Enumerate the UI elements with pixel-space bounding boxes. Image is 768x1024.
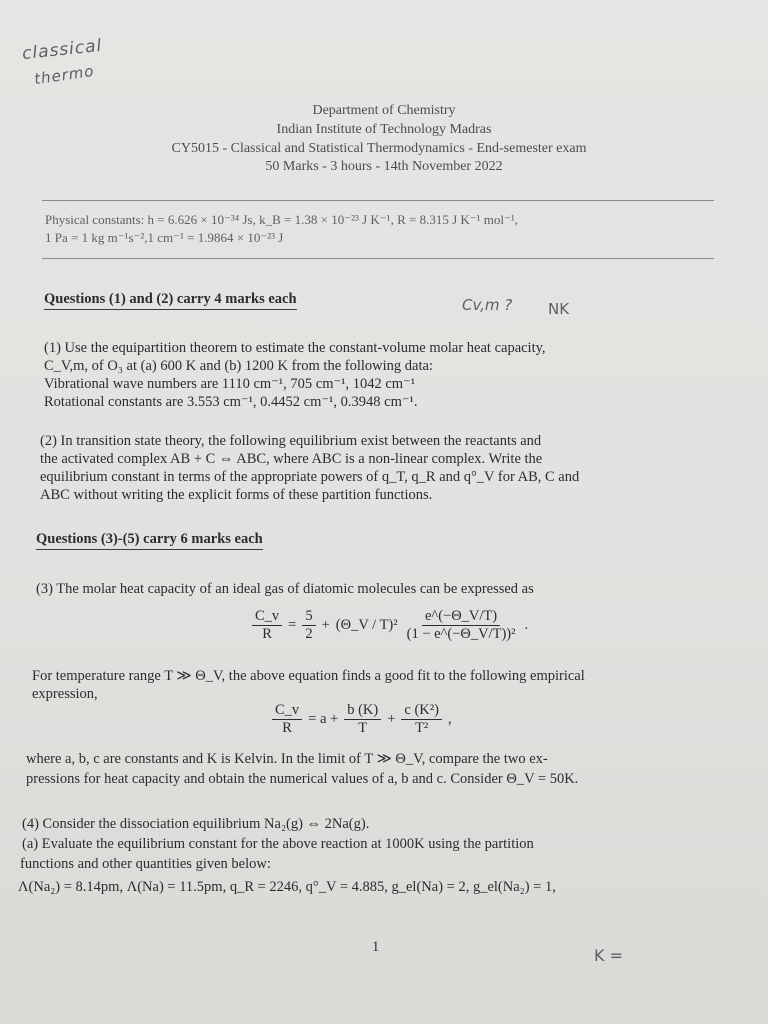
q3-line-2: For temperature range T ≫ Θ_V, the above equation finds a good fit to the following empirical xyxy=(32,668,585,684)
eq2-comma: , xyxy=(447,711,452,727)
institute-title: Indian Institute of Technology Madras xyxy=(276,122,492,137)
eq1-term3-numerator: e^(−Θ_V/T) xyxy=(422,608,500,626)
eq1-lhs-numerator: C_v xyxy=(252,608,282,626)
eq2-term3-numerator: c (K²) xyxy=(401,702,442,720)
bottom-rule xyxy=(42,258,714,259)
q2-line-1: (2) In transition state theory, the following equilibrium exist between the reactants and xyxy=(40,433,542,449)
eq1-equals: = xyxy=(288,617,297,633)
q2-line-3: equilibrium constant in terms of the appropriate powers of q_T, q_R and q°_V for AB, C and xyxy=(40,469,580,485)
eq2-term3-denominator: T² xyxy=(415,720,429,736)
eq1-term1-denominator: 2 xyxy=(305,626,313,642)
eq1-plus: + xyxy=(321,617,330,633)
eq1-theta-ratio: (Θ_V / T)² xyxy=(335,617,398,633)
q1-line-2: C_V,m, of O₃ at (a) 600 K and (b) 1200 K from the following data: xyxy=(44,358,433,374)
section-heading-1: Questions (1) and (2) carry 4 marks each xyxy=(44,291,297,310)
exam-info: 50 Marks - 3 hours - 14th November 2022 xyxy=(265,159,503,174)
eq2-lhs-numerator: C_v xyxy=(272,702,302,720)
q3-line-4: where a, b, c are constants and K is Kelvin. In the limit of T ≫ Θ_V, compare the two ex- xyxy=(26,751,548,767)
q1-line-4: Rotational constants are 3.553 cm⁻¹, 0.4452 cm⁻¹, 0.3948 cm⁻¹. xyxy=(44,394,418,410)
department-title: Department of Chemistry xyxy=(312,103,456,118)
page-number: 1 xyxy=(372,939,380,955)
q1-line-3: Vibrational wave numbers are 1110 cm⁻¹, 705 cm⁻¹, 1042 cm⁻¹ xyxy=(44,376,416,392)
q4-line-3: functions and other quantities given below: xyxy=(20,856,271,872)
q3-line-5: pressions for heat capacity and obtain the numerical values of a, b and c. Consider Θ_V = 50K. xyxy=(26,771,579,787)
eq2-plus: + xyxy=(387,711,396,727)
section-heading-2: Questions (3)-(5) carry 6 marks each xyxy=(36,531,263,550)
q1-line-1: (1) Use the equipartition theorem to estimate the constant-volume molar heat capacity, xyxy=(44,340,546,356)
eq2-lhs-denominator: R xyxy=(282,720,292,736)
eq1-term1-numerator: 5 xyxy=(302,608,315,626)
heat-capacity-equation xyxy=(252,608,528,643)
eq1-term3-denominator: (1 − e^(−Θ_V/T))² xyxy=(406,626,516,642)
course-title: CY5015 - Classical and Statistical Thermodynamics - End-semester exam xyxy=(171,141,587,156)
eq2-term2-numerator: b (K) xyxy=(344,702,381,720)
constants-line-2: 1 Pa = 1 kg m⁻¹s⁻²,1 cm⁻¹ = 1.9864 × 10⁻²³ J xyxy=(45,230,284,245)
handwritten-bottom-note: K = xyxy=(594,946,623,965)
eq2-equals-a: = a + xyxy=(308,711,339,727)
eq1-lhs-denominator: R xyxy=(262,626,272,642)
handwritten-note-thermo: thermo xyxy=(33,61,96,89)
top-rule xyxy=(42,200,714,201)
q4-line-2: (a) Evaluate the equilibrium constant for the above reaction at 1000K using the partition xyxy=(22,836,534,852)
eq1-period: . xyxy=(524,617,529,633)
empirical-expression xyxy=(272,702,452,737)
handwritten-margin-note-2: NK xyxy=(548,300,570,318)
q4-line-4: Λ(Na₂) = 8.14pm, Λ(Na) = 11.5pm, q_R = 2246, q°_V = 4.885, g_el(Na) = 2, g_el(Na₂) = 1, xyxy=(18,879,556,895)
constants-line-1: Physical constants: h = 6.626 × 10⁻³⁴ Js, k_B = 1.38 × 10⁻²³ J K⁻¹, R = 8.315 J K⁻¹ mol⁻¹, xyxy=(45,212,519,227)
eq2-term2-denominator: T xyxy=(358,720,368,736)
handwritten-margin-note: Cv,m ? xyxy=(462,296,513,314)
q2-line-4: ABC without writing the explicit forms of these partition functions. xyxy=(40,487,433,503)
q2-line-2: the activated complex AB + C ⇔ ABC, where ABC is a non-linear complex. Write the xyxy=(40,451,543,467)
handwritten-note-classical: classical xyxy=(21,35,104,65)
q3-line-1: (3) The molar heat capacity of an ideal gas of diatomic molecules can be expressed as xyxy=(36,581,534,597)
q3-line-3: expression, xyxy=(32,686,98,702)
q4-line-1: (4) Consider the dissociation equilibrium Na₂(g) ⇔ 2Na(g). xyxy=(22,816,370,832)
